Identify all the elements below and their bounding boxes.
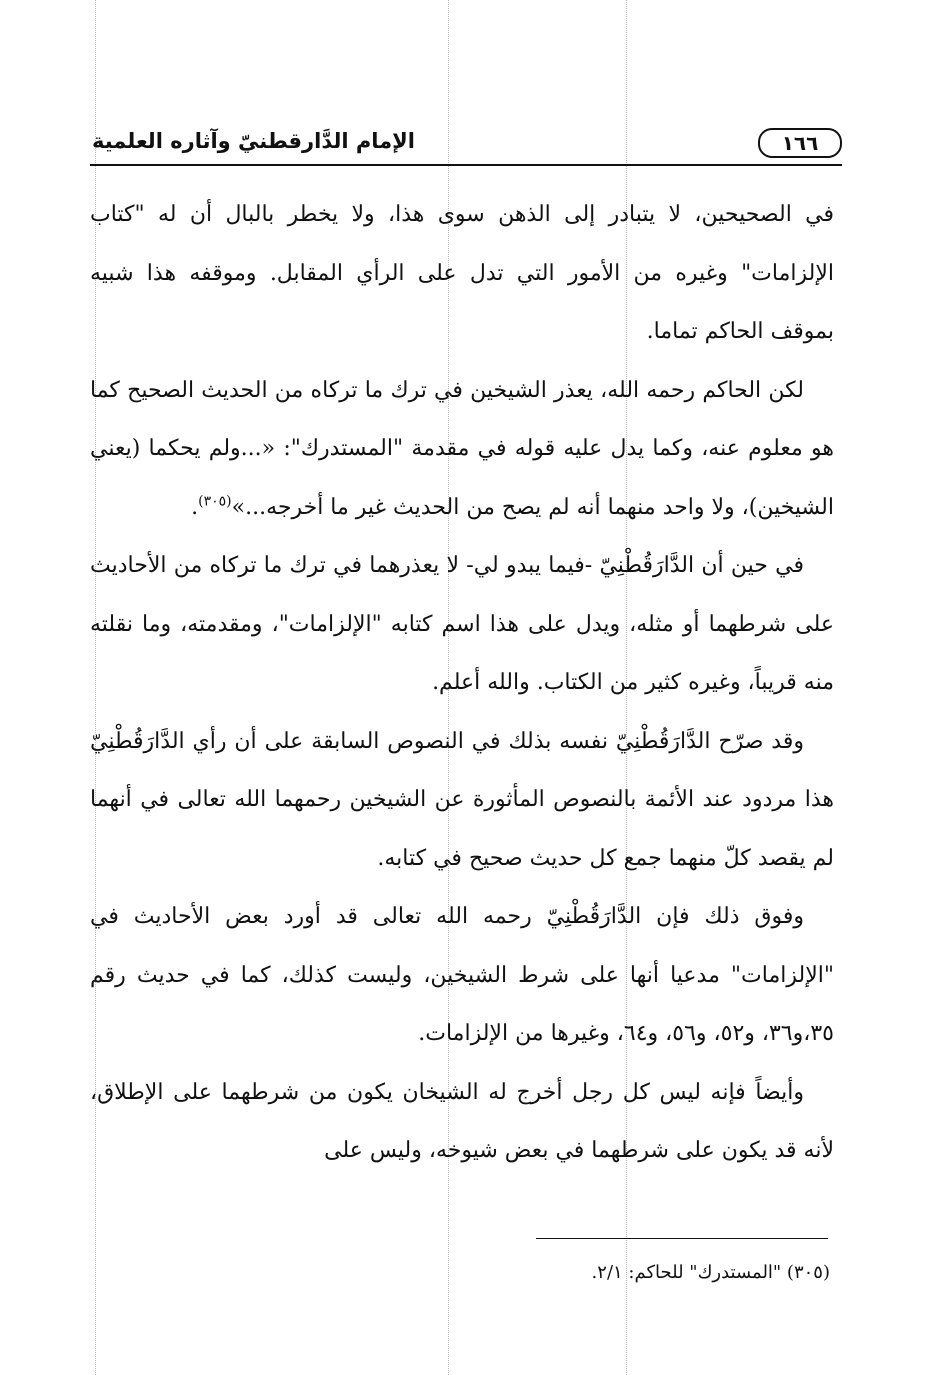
footnote: (٣٠٥) "المستدرك" للحاكم: ٢/١. (591, 1262, 830, 1283)
paragraph: في الصحيحين، لا يتبادر إلى الذهن سوى هذا، ولا يخطر بالبال أن له "كتاب الإلزامات" وغيره من الأمور التي تدل على الرأي المقابل. وموقفه هذا شبيه بموقف الحاكم تماما. (90, 202, 834, 344)
main-text (90, 186, 834, 1181)
paragraph: وأيضاً فإنه ليس كل رجل أخرج له الشيخان يكون من شرطهما على الإطلاق، لأنه قد يكون على شرطهما في بعض شيوخه، وليس على (90, 1079, 834, 1163)
page-number: ١٦٦ (758, 128, 842, 158)
footnote-divider (536, 1238, 828, 1239)
paragraph-text: لكن الحاكم رحمه الله، يعذر الشيخين في ترك ما تركاه من الحديث الصحيح كما هو معلوم عنه، وكما يدل عليه قوله في مقدمة "المستدرك": «...ولم يحكما (يعني الشيخين)، ولا واحد منهما أنه لم يصح من الحديث غير ما أخرجه...» (90, 377, 834, 520)
footnote-marker: (٣٠٥) (198, 493, 232, 510)
paragraph: في حين أن الدَّارَقُطْنِيّ -فيما يبدو لي- لا يعذرهما في ترك ما تركاه من الأحاديث على شرطهما أو مثله، ويدل على هذا اسم كتابه "الإلزامات"، ومقدمته، وما نقلته منه قريباً، وغيره كثير من الكتاب. والله أعلم. (90, 553, 834, 695)
running-title: الإمام الدَّارقطنيّ وآثاره العلمية (92, 129, 415, 153)
paragraph: وقد صرّح الدَّارَقُطْنِيّ نفسه بذلك في النصوص السابقة على أن رأي الدَّارَقُطْنِيّ هذا مردود عند الأئمة بالنصوص المأثورة عن الشيخين رحمهما الله تعالى في أنهما لم يقصد كلّ منهما جمع كل حديث صحيح في كتابه. (90, 728, 834, 871)
header-divider (90, 164, 842, 166)
paragraph-tail: . (191, 494, 199, 520)
paragraph (90, 362, 834, 538)
paragraph: وفوق ذلك فإن الدَّارَقُطْنِيّ رحمه الله تعالى قد أورد بعض الأحاديث في "الإلزامات" مدعيا أنها على شرط الشيخين، وليست كذلك، كما في حديث رقم ٣٥،و٣٦، و٥٢، و٥٦، و٦٤، وغيرها من الإلزامات. (90, 904, 834, 1046)
page-header (90, 120, 842, 168)
